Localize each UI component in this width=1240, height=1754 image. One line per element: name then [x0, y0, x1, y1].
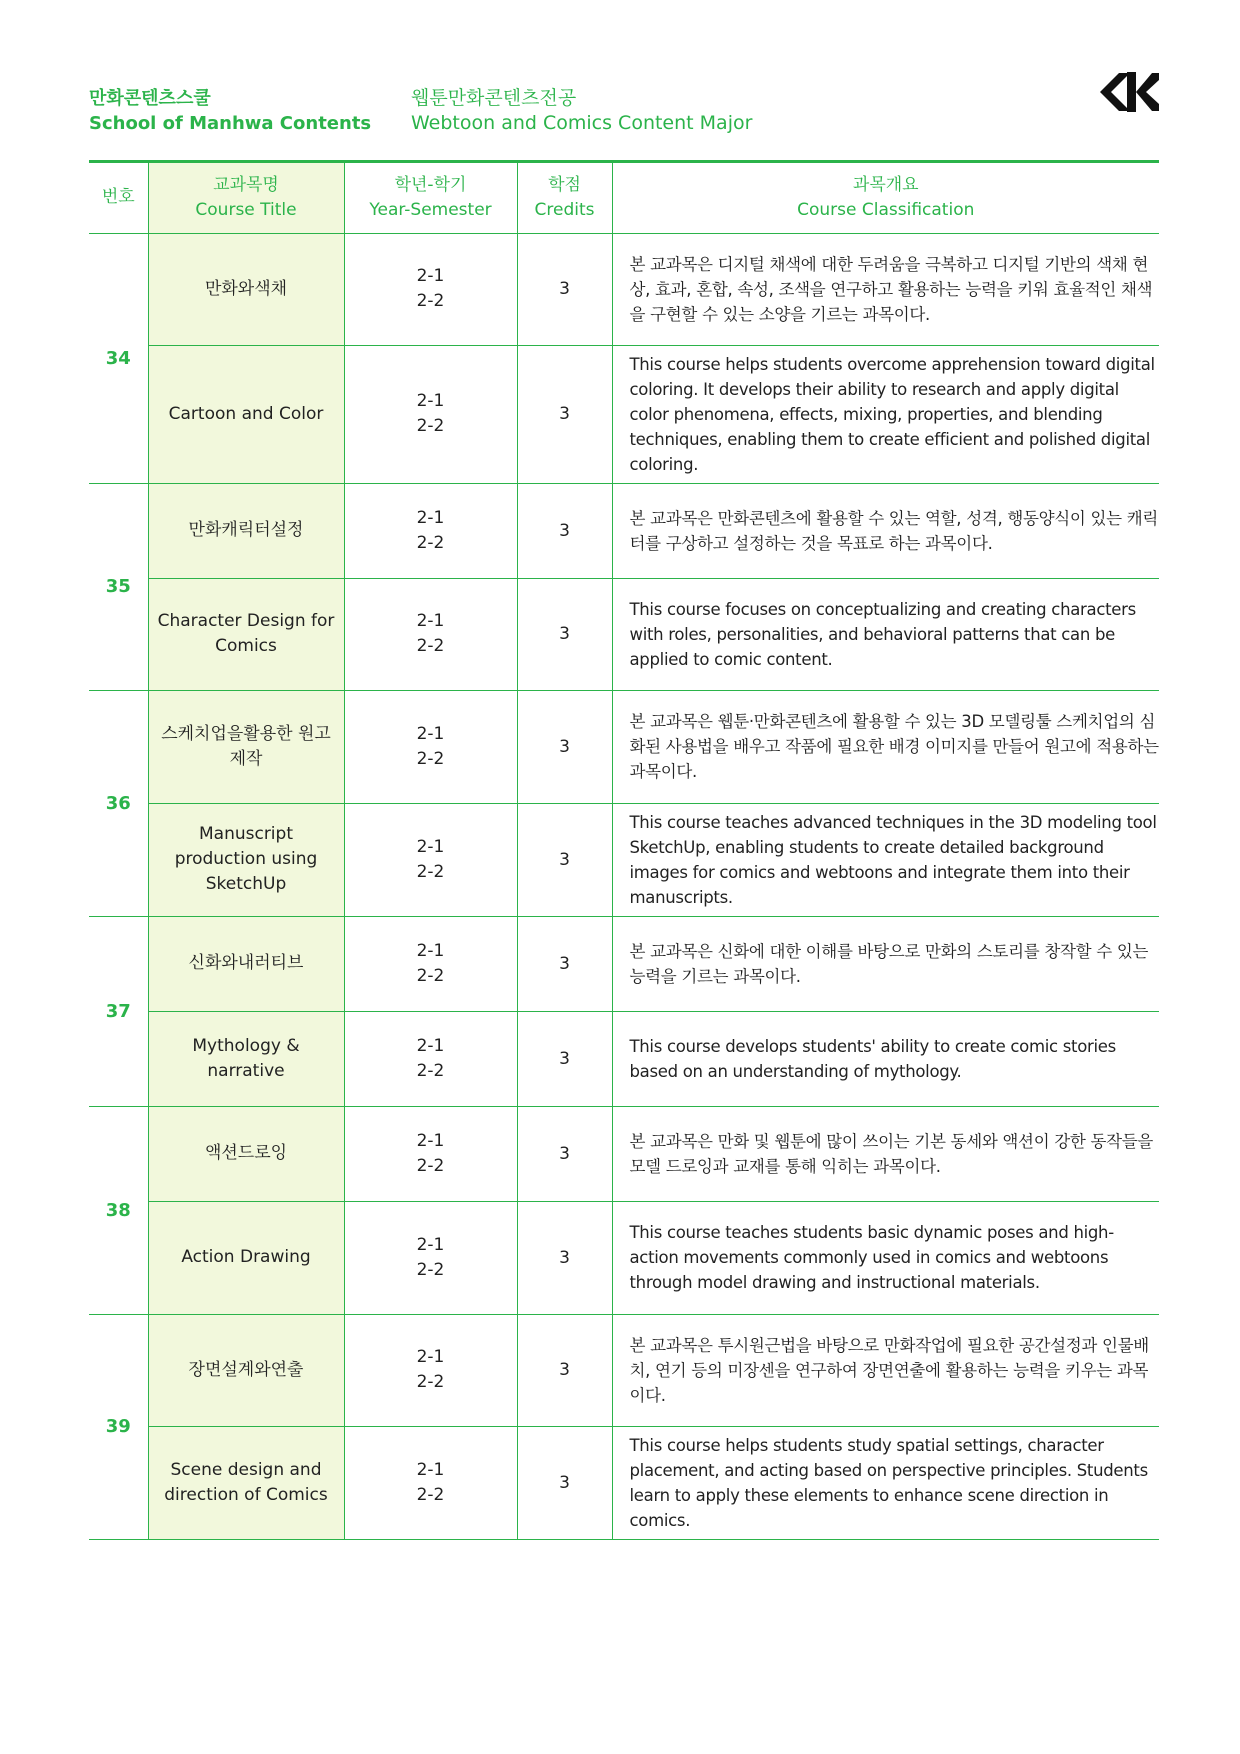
school-name: [89, 86, 371, 136]
header-year-semester: 학년-학기 Year-Semester: [344, 163, 517, 233]
year-semester: 2-1 2-2: [344, 483, 517, 578]
table-row: [89, 1314, 1159, 1426]
course-description-en: This course helps students study spatial settings, character placement, and acting based on perspective principles. Students learn to apply these elements to enhance scene direction in comics.: [612, 1426, 1159, 1539]
course-title-en: Mythology & narrative: [148, 1011, 344, 1106]
table-row: [89, 1011, 1159, 1106]
year-semester: 2-1 2-2: [344, 1314, 517, 1426]
major-name: [411, 86, 752, 136]
course-title-ko: 스케치업을활용한 원고제작: [148, 690, 344, 803]
credits: 3: [517, 345, 612, 483]
header-course-summary: 과목개요 Course Classification: [612, 163, 1159, 233]
table-row: [89, 1106, 1159, 1201]
course-number: 35: [89, 483, 148, 690]
header-number: 번호: [89, 163, 148, 233]
course-title-en: Manuscript production using SketchUp: [148, 803, 344, 916]
credits: 3: [517, 1106, 612, 1201]
course-number: 36: [89, 690, 148, 916]
course-title-en: Cartoon and Color: [148, 345, 344, 483]
year-semester: 2-1 2-2: [344, 690, 517, 803]
course-title-en: Action Drawing: [148, 1201, 344, 1314]
credits: 3: [517, 233, 612, 345]
table-row: [89, 916, 1159, 1011]
year-semester: 2-1 2-2: [344, 916, 517, 1011]
course-description-en: This course teaches students basic dynamic poses and high-action movements commonly used in comics and webtoons through model drawing and instructional materials.: [612, 1201, 1159, 1314]
course-title-en: Scene design and direction of Comics: [148, 1426, 344, 1539]
header-course-title: 교과목명 Course Title: [148, 163, 344, 233]
course-description-en: This course teaches advanced techniques in the 3D modeling tool SketchUp, enabling students to create detailed background images for comics and webtoons and integrate them into their manuscripts.: [612, 803, 1159, 916]
course-description-ko: 본 교과목은 디지털 채색에 대한 두려움을 극복하고 디지털 기반의 색채 현상, 효과, 혼합, 속성, 조색을 연구하고 활용하는 능력을 키워 효율적인 채색을 구현할 수 있는 소양을 기르는 과목이다.: [612, 233, 1159, 345]
year-semester: 2-1 2-2: [344, 1426, 517, 1539]
course-title-ko: 장면설계와연출: [148, 1314, 344, 1426]
header-credits: 학점 Credits: [517, 163, 612, 233]
school-name-ko: 만화콘텐츠스쿨: [89, 88, 211, 109]
year-semester: 2-1 2-2: [344, 1011, 517, 1106]
course-title-en: Character Design for Comics: [148, 578, 344, 690]
ck-logo-icon: [1097, 70, 1159, 114]
credits: 3: [517, 690, 612, 803]
table-row: [89, 345, 1159, 483]
year-semester: 2-1 2-2: [344, 803, 517, 916]
school-name-en: School of Manhwa Contents: [89, 113, 372, 134]
table-row: [89, 578, 1159, 690]
table-row: [89, 1426, 1159, 1539]
table-row: [89, 690, 1159, 803]
year-semester: 2-1 2-2: [344, 1201, 517, 1314]
course-description-en: This course focuses on conceptualizing and creating characters with roles, personalities, and behavioral patterns that can be applied to comic content.: [612, 578, 1159, 690]
course-number: 34: [89, 233, 148, 483]
course-description-ko: 본 교과목은 만화 및 웹툰에 많이 쓰이는 기본 동세와 액션이 강한 동작들을 모델 드로잉과 교재를 통해 익히는 과목이다.: [612, 1106, 1159, 1201]
course-number: 38: [89, 1106, 148, 1314]
course-title-ko: 액션드로잉: [148, 1106, 344, 1201]
course-title-ko: 만화와색채: [148, 233, 344, 345]
course-title-ko: 만화캐릭터설정: [148, 483, 344, 578]
major-name-en: Webtoon and Comics Content Major: [411, 112, 753, 134]
credits: 3: [517, 916, 612, 1011]
credits: 3: [517, 483, 612, 578]
course-description-en: This course develops students' ability to create comic stories based on an understanding of mythology.: [612, 1011, 1159, 1106]
table-row: [89, 483, 1159, 578]
table-header-row: [89, 163, 1159, 233]
course-title-ko: 신화와내러티브: [148, 916, 344, 1011]
course-description-ko: 본 교과목은 신화에 대한 이해를 바탕으로 만화의 스토리를 창작할 수 있는 능력을 기르는 과목이다.: [612, 916, 1159, 1011]
table-row: [89, 803, 1159, 916]
page-header: [89, 86, 1159, 136]
course-number: 37: [89, 916, 148, 1106]
credits: 3: [517, 1011, 612, 1106]
year-semester: 2-1 2-2: [344, 345, 517, 483]
table-row: [89, 233, 1159, 345]
credits: 3: [517, 803, 612, 916]
credits: 3: [517, 578, 612, 690]
year-semester: 2-1 2-2: [344, 1106, 517, 1201]
course-number: 39: [89, 1314, 148, 1539]
year-semester: 2-1 2-2: [344, 233, 517, 345]
course-description-ko: 본 교과목은 웹툰·만화콘텐츠에 활용할 수 있는 3D 모델링툴 스케치업의 심화된 사용법을 배우고 작품에 필요한 배경 이미지를 만들어 원고에 적용하는 과목이다.: [612, 690, 1159, 803]
table-row: [89, 1201, 1159, 1314]
year-semester: 2-1 2-2: [344, 578, 517, 690]
course-description-ko: 본 교과목은 만화콘텐츠에 활용할 수 있는 역할, 성격, 행동양식이 있는 캐릭터를 구상하고 설정하는 것을 목표로 하는 과목이다.: [612, 483, 1159, 578]
credits: 3: [517, 1201, 612, 1314]
credits: 3: [517, 1314, 612, 1426]
major-name-ko: 웹툰만화콘텐츠전공: [411, 87, 577, 109]
course-table: [89, 163, 1159, 1540]
course-description-ko: 본 교과목은 투시원근법을 바탕으로 만화작업에 필요한 공간설정과 인물배치, 연기 등의 미장센을 연구하여 장면연출에 활용하는 능력을 키우는 과목이다.: [612, 1314, 1159, 1426]
course-description-en: This course helps students overcome apprehension toward digital coloring. It develops their ability to research and apply digital color phenomena, effects, mixing, properties, and blending techniques, enabling them to create efficient and polished digital coloring.: [612, 345, 1159, 483]
credits: 3: [517, 1426, 612, 1539]
